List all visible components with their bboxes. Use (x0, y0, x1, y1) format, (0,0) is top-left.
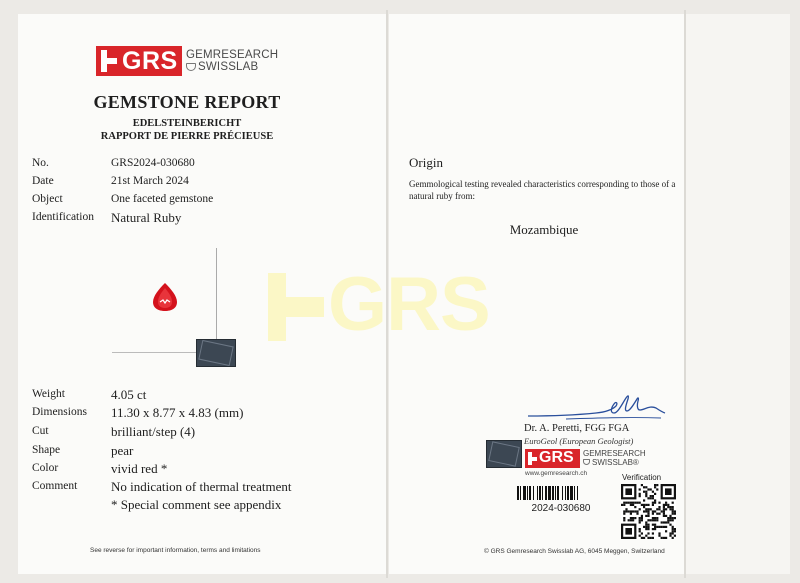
grs-watermark (268, 262, 490, 347)
field-value-dimensions: 11.30 x 8.77 x 4.83 (mm) (111, 405, 244, 420)
grs-logo-mark (96, 46, 182, 76)
logo-line-1: GEMRESEARCH (186, 49, 279, 61)
logo-small-line-2 (583, 459, 646, 468)
logo-line-2 (186, 61, 278, 73)
field-label-date: Date (32, 175, 54, 187)
field-value-comment: No indication of thermal treatment (111, 479, 292, 494)
hologram-seal-icon (486, 440, 522, 468)
field-value-cut: brilliant/step (4) (111, 424, 196, 439)
diamond-icon (186, 63, 196, 71)
report-title: GEMSTONE REPORT (93, 92, 281, 112)
field-label-weight: Weight (32, 388, 65, 400)
field-label-number: No. (32, 157, 49, 169)
origin-heading: Origin (409, 155, 443, 170)
website-link[interactable]: www.gemresearch.ch (525, 470, 588, 477)
origin-description: Gemmological testing revealed characteristics corresponding to those of a natural ruby from: (409, 179, 676, 201)
signature (526, 386, 666, 424)
field-label-color: Color (32, 462, 59, 474)
barcode-bar (578, 486, 580, 500)
watermark-text: GRS (328, 262, 490, 347)
grs-logo (96, 46, 296, 78)
field-value-number: GRS2024-030680 (111, 157, 195, 169)
swiss-cross-watermark-icon (268, 273, 324, 341)
grs-logo-small (525, 449, 675, 471)
field-label-identification: Identification (32, 211, 94, 223)
pear-ruby-icon (150, 282, 180, 312)
field-value-date: 21st March 2024 (111, 175, 189, 187)
logo-small-line-2-text: SWISSLAB® (592, 457, 639, 467)
logo-small-mark-text: GRS (539, 449, 574, 466)
field-value-identification: Natural Ruby (111, 210, 182, 225)
diamond-icon (583, 459, 590, 465)
special-comment-note: * Special comment see appendix (111, 497, 282, 512)
logo-small-line-1: GEMRESEARCH (583, 449, 646, 458)
logo-small-wordmark (583, 450, 646, 467)
logo-mark-text: GRS (122, 47, 178, 75)
report-back-page-edge (686, 14, 790, 574)
report-subtitle-french: RAPPORT DE PIERRE PRÉCIEUSE (100, 131, 274, 142)
footer-disclaimer: See reverse for important information, terms and limitations (90, 547, 261, 554)
field-label-object: Object (32, 193, 63, 205)
footer-copyright: © GRS Gemresearch Swisslab AG, 6045 Meggen, Switzerland (484, 548, 665, 555)
field-label-shape: Shape (32, 444, 61, 456)
grs-logo-small-mark (525, 449, 580, 468)
field-value-weight: 4.05 ct (111, 387, 147, 402)
report-subtitle-german: EDELSTEINBERICHT (132, 118, 242, 129)
barcode (517, 486, 605, 500)
hologram-seal-icon (196, 339, 236, 367)
signer-name: Dr. A. Peretti, FGG FGA (524, 423, 630, 434)
barcode-number: 2024-030680 (531, 503, 591, 514)
qr-code-icon[interactable] (621, 484, 676, 539)
signer-title: EuroGeol (European Geologist) (524, 436, 634, 446)
field-value-object: One faceted gemstone (111, 193, 214, 205)
logo-wordmark (186, 49, 278, 73)
page-fold (684, 10, 686, 578)
verification-label: Verification (622, 473, 662, 482)
swiss-cross-icon (101, 50, 117, 72)
scale-line-vertical (216, 248, 217, 352)
field-label-comment: Comment (32, 480, 78, 492)
origin-country: Mozambique (509, 222, 579, 237)
swiss-cross-icon (528, 452, 537, 465)
field-label-cut: Cut (32, 425, 49, 437)
field-value-shape: pear (111, 443, 134, 458)
field-label-dimensions: Dimensions (32, 406, 87, 418)
field-value-color: vivid red * (111, 461, 168, 476)
logo-line-2-text: SWISSLAB (198, 61, 259, 73)
